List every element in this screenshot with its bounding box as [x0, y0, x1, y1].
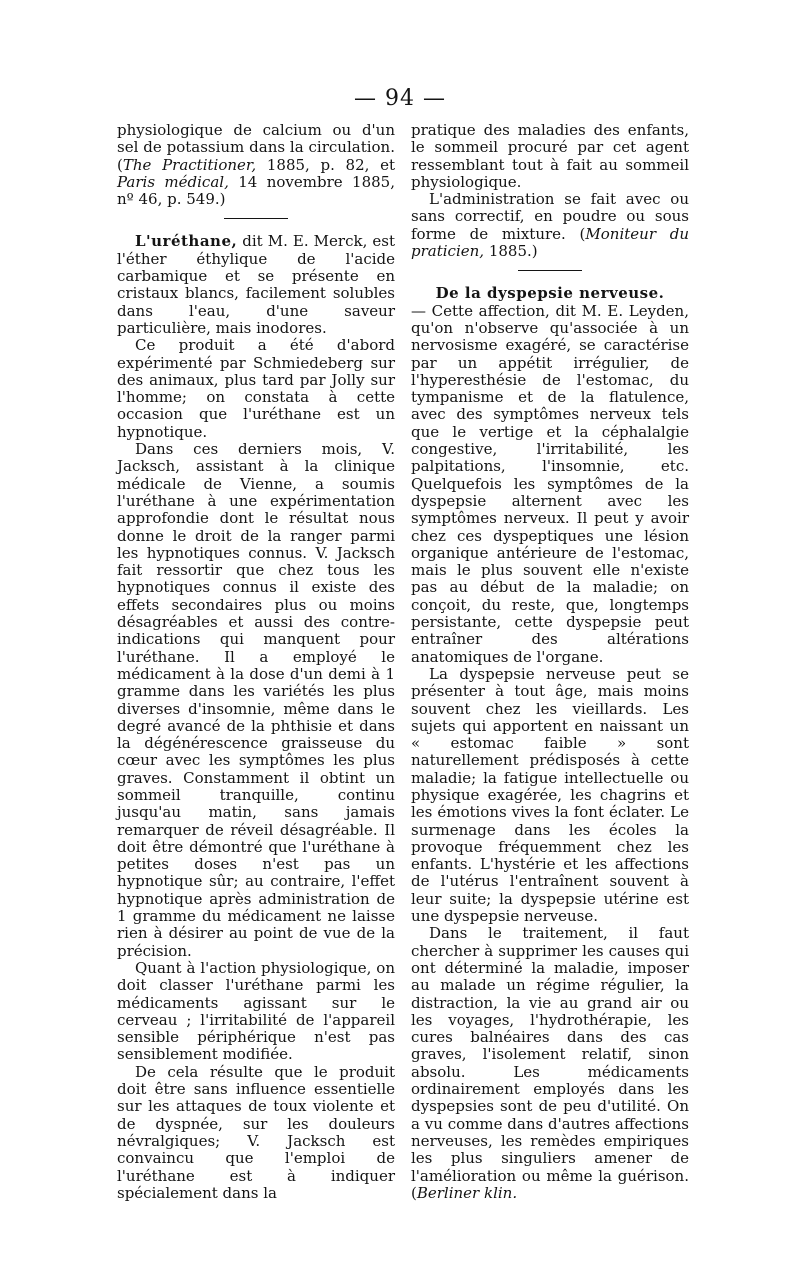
right-p2-end: 1885.) — [484, 242, 538, 261]
section-title-urethane: L'uréthane, — [135, 232, 238, 251]
left-p1-mid: 1885, p. 82, et — [256, 155, 395, 174]
urethane-intro-text: dit M. E. Merck, est l'éther éthylique de l'acide carbamique et se présente en cristaux blancs, facilement solubles dans l'eau, d'une saveur particulière, mais inodores. — [117, 232, 395, 337]
dyspepsie-intro-paragraph: — Cette affection, dit M. E. Leyden, qu'on n'observe qu'associée à un nervosisme exagéré, se caractérise par un appétit irrégulier, de l'hyperesthésie de l'estomac, du tympanisme et de la flatulence, avec des symptômes nerveux tels que le vertige et la céphalalgie congestive, l'irritabilité, les palpitations, l'insomnie, etc. Quelquefois les symptômes de la dyspepsie alternent avec les symptômes nerveux. Il peut y avoir chez ces dyspeptiques une lésion organique antérieure de l'estomac, mais le plus souvent elle n'existe pas au début de la maladie; on conçoit, du reste, que, longtemps persistante, cette dyspepsie peut entraîner des altérations anatomiques de l'organe. — [411, 301, 689, 666]
left-p1-end: 14 novembre 1885, nº 46, p. 549.) — [117, 172, 395, 209]
right-p2-text: L'administration se fait avec ou sans correctif, en poudre ou sous forme de mixture. ( — [411, 190, 689, 243]
right-paragraph-5 — [411, 925, 689, 1202]
left-paragraph-6: De cela résulte que le produit doit être sans influence essentielle sur les attaques de toux violente et de dyspnée, sur les douleurs névralgiques; V. Jacksch est convaincu que l'emploi de l'uréthane est à indiquer spécialement dans la — [117, 1062, 395, 1202]
right-p5-text: Dans le traitement, il faut chercher à supprimer les causes qui ont déterminé la maladie, imposer au malade un régime régulier, la distraction, la vie au grand air ou les voyages, l'hydrothérapie, les cures balnéaires dans des cas graves, l'isolement relatif, sinon absolu. Les médicaments ordinairement employés dans les dyspepsies sont de peu d'utilité. On a vu comme dans d'autres affections nerveuses, les remèdes empiriques les plus singuliers amener de l'amélioration ou même la guérison. ( — [411, 924, 689, 1202]
right-paragraph-4: La dyspepsie nerveuse peut se présenter à tout âge, mais moins souvent chez les vieillards. Les sujets qui apportent en naissant un « estomac faible » sont naturellement prédisposés à cette maladie; la fatigue intellectuelle ou physique exagérée, les chagrins et les émotions vives la font éclater. Le surmenage dans les écoles la provoque fréquemment chez les enfants. L'hystérie et les affections de l'utérus l'entraînent souvent à leur suite; la dyspepsie utérine est une dyspepsie nerveuse. — [411, 664, 689, 926]
right-paragraph-2 — [411, 191, 689, 260]
left-p1-text: physiologique de calcium ou d'un sel de potassium dans la circulation. ( — [117, 121, 395, 174]
right-paragraph-1: pratique des maladies des enfants, le sommeil procuré par cet agent ressemblant tout à fait au sommeil physiologique. — [411, 121, 689, 191]
left-paragraph-3: Ce produit a été d'abord expérimenté par Schmiedeberg sur des animaux, plus tard par Jolly sur l'homme; on constata à cette occasion que l'uréthane est un hypnotique. — [117, 336, 395, 441]
page-number: — 94 — — [354, 86, 446, 111]
section-title-dyspepsie: De la dyspepsie nerveuse. — [435, 284, 665, 303]
section-divider — [518, 270, 582, 271]
right-column — [411, 122, 689, 1202]
citation-moniteur: Moniteur du praticien, — [411, 224, 689, 261]
left-paragraph-4: Dans ces derniers mois, V. Jacksch, assistant à la clinique médicale de Vienne, a soumis l'uréthane à une expérimentation approfondie dont le résultat nous donne le droit de la ranger parmi les hypnotiques connus. V. Jacksch fait ressortir que chez tous les hypnotiques connus il existe des effets secondaires plus ou moins désagréables et aussi des contre-indications qui manquent pour l'uréthane. Il a employé le médicament à la dose d'un demi à 1 gramme dans les variétés les plus diverses d'insomnie, même dans le degré avancé de la phthisie et dans la dégénérescence graisseuse du cœur avec les symptômes les plus graves. Constamment il obtint un sommeil tranquille, continu jusqu'au matin, sans jamais remarquer de réveil désagréable. Il doit être démontré que l'uréthane à petites doses n'est pas un hypnotique sûr; au contraire, l'effet hypnotique après administration de 1 gramme du médicament ne laisse rien à désirer au point de vue de la précision. — [117, 440, 395, 960]
left-paragraph-5: Quant à l'action physiologique, on doit classer l'uréthane parmi les médicaments agissant sur le cerveau ; l'irritabilité de l'appareil sensible périphérique n'est pas sensiblement modifiée. — [117, 958, 395, 1064]
urethane-intro-paragraph — [117, 233, 395, 337]
left-paragraph-1 — [117, 122, 395, 208]
left-column — [117, 122, 395, 1202]
citation-berliner: Berliner klin. — [416, 1183, 518, 1202]
citation-paris-medical: Paris médical, — [117, 172, 229, 191]
section-divider — [224, 218, 288, 219]
citation-practitioner: The Practitioner, — [122, 155, 257, 174]
